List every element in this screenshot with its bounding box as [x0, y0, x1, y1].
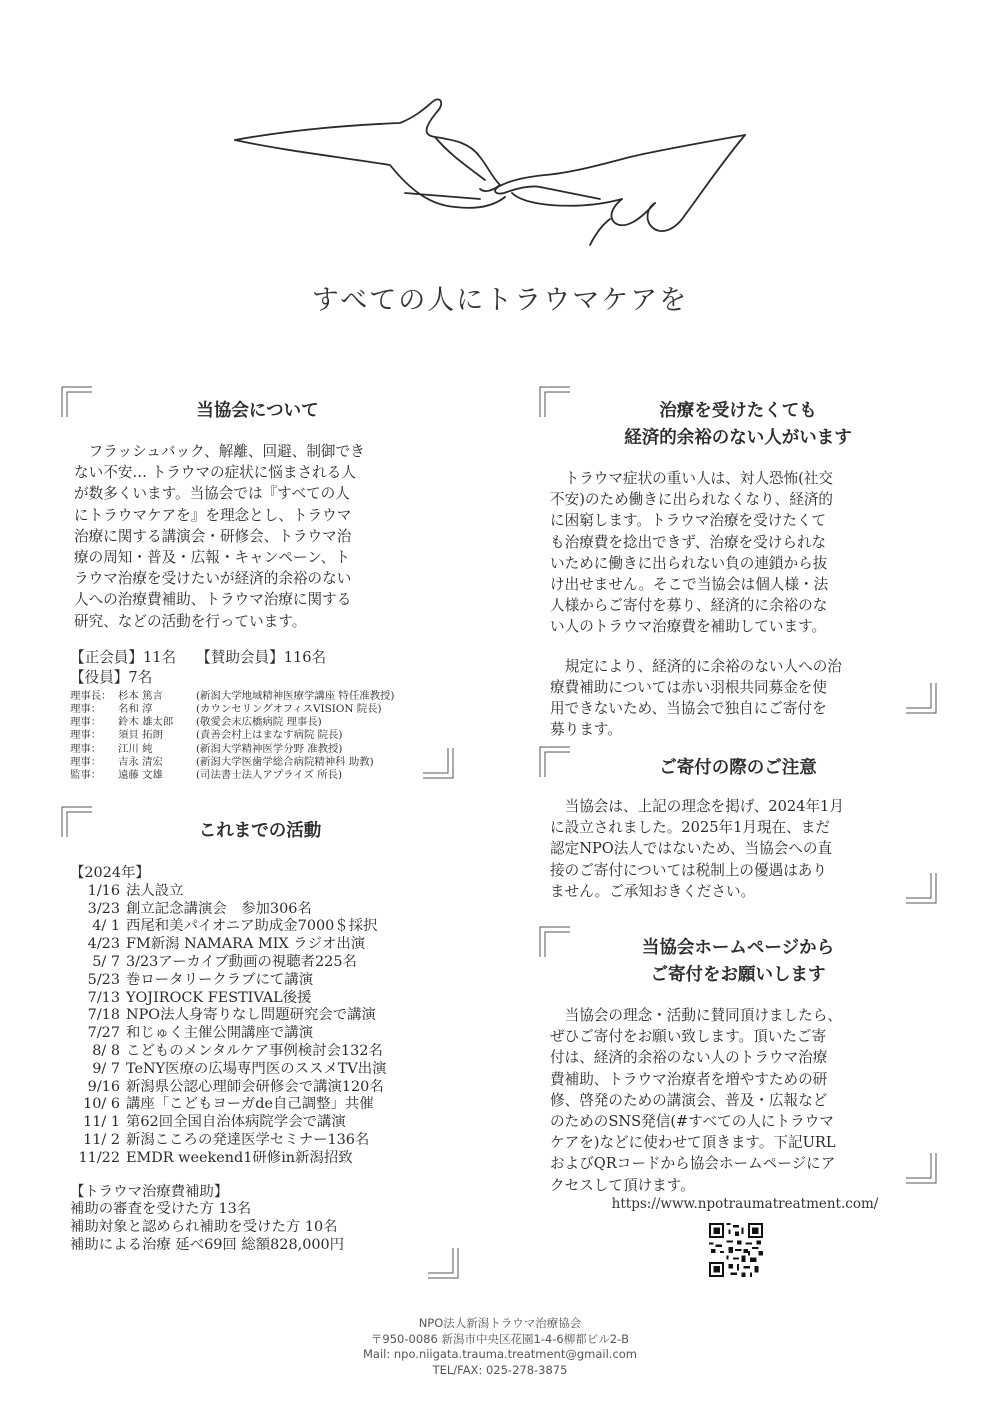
officer-name: 須貝 拓朗 — [118, 729, 163, 742]
need-line: 人様からご寄付を募り、経済的に余裕のな — [550, 597, 828, 615]
activity-text: 講座「こどもヨーガde自己調整」共催 — [126, 1096, 374, 1113]
officers-label: 【役員】7名 — [70, 668, 153, 686]
need-line: 療費補助については赤い羽根共同募金を使 — [550, 678, 827, 696]
officer-name: 吉永 清宏 — [118, 755, 163, 768]
officer-org: (新潟大学精神医学分野 准教授) — [196, 742, 343, 755]
notice-line: 接のご寄付については税制上の優遇はあり — [550, 861, 827, 879]
donate-line: 付は、経済的余裕のない人のトラウマ治療 — [550, 1049, 828, 1067]
list-item — [70, 954, 450, 972]
need-line: 募ります。 — [550, 721, 622, 739]
donate-title-line: ご寄付をお願いします — [650, 965, 826, 985]
need-line: け出せません。そこで当協会は個人様・法 — [550, 576, 829, 594]
footer — [0, 1316, 1000, 1378]
activity-text: 巻ロータリークラブにて講演 — [126, 971, 314, 988]
about-line: ない不安… トラウマの症状に悩まされる人 — [74, 464, 356, 482]
about-line: 療の周知・普及・広報・キャンペーン、ト — [74, 549, 350, 567]
list-item — [70, 918, 450, 936]
need-title-line: 治療を受けたくても — [659, 401, 817, 421]
officer-role: 理事： — [70, 716, 102, 729]
activity-date: 10/ 6 — [83, 1096, 120, 1113]
notice-line: ません。ご承知おきください。 — [550, 882, 756, 900]
about-section — [60, 385, 455, 780]
about-line: 人への治療費補助、トラウマ治療に関する — [74, 591, 352, 609]
donate-line: のためのSNS発信(#すべての人にトラウマ — [550, 1113, 834, 1131]
activity-date: 7/13 — [87, 989, 120, 1006]
need-title — [550, 398, 926, 452]
activity-text: 西尾和美パイオニア助成金7000＄採択 — [126, 918, 378, 935]
subsidy-line: 補助の審査を受けた方 13名 — [70, 1201, 252, 1218]
officer-org: (司法書士法人アプライズ 所長) — [196, 769, 343, 782]
donate-line: ケアを)などに使わせて頂きます。下記URL — [550, 1134, 836, 1152]
list-item — [70, 1079, 450, 1097]
tagline: すべての人にトラウマケアを — [311, 285, 689, 316]
activity-text: EMDR weekend1研修in新潟招致 — [126, 1149, 353, 1166]
officer-name: 江川 純 — [118, 742, 153, 755]
need-line: いために働きに出られない負の連鎖から抜 — [550, 554, 828, 572]
supporting-members: 【賛助会員】116名 — [196, 648, 327, 666]
reaching-hands-illustration — [230, 95, 750, 255]
subsidy-label: 【トラウマ治療費補助】 — [70, 1183, 229, 1200]
list-item — [70, 1096, 450, 1114]
need-title-line: 経済的余裕のない人がいます — [624, 428, 852, 448]
about-title: 当協会について — [196, 401, 319, 421]
need-section — [538, 385, 938, 739]
subsidy-line: 補助による治療 延べ69回 総額828,000円 — [70, 1236, 345, 1253]
about-line: 研究、などの活動を行っています。 — [74, 612, 307, 630]
about-line: ラウマ治療を受けたいが経済的余裕のない — [74, 570, 352, 588]
officer-row — [70, 743, 445, 756]
activity-date: 11/ 2 — [83, 1131, 120, 1148]
officer-row — [70, 690, 445, 703]
notice-line: 認定NPO法人ではないため、当協会への直 — [550, 840, 833, 858]
activity-date: 9/ 7 — [92, 1060, 120, 1077]
activity-date: 5/23 — [87, 971, 120, 988]
subsidy-line: 補助対象と認められ補助を受けた方 10名 — [70, 1219, 338, 1236]
need-line: も治療費を捻出できず、治療を受けられな — [550, 533, 827, 551]
donate-line: ぜひご寄付をお願い致します。頂いたご寄 — [550, 1028, 827, 1046]
list-item — [70, 1114, 450, 1132]
officer-name: 名和 淳 — [118, 703, 153, 716]
officer-role: 理事： — [70, 729, 102, 742]
activity-date: 9/16 — [87, 1078, 120, 1095]
officer-role: 理事： — [70, 703, 102, 716]
donate-line: 費補助、トラウマ治療者を増やすための研 — [550, 1070, 828, 1088]
activity-text: YOJIROCK FESTIVAL後援 — [126, 989, 312, 1006]
activity-date: 4/23 — [87, 936, 120, 953]
officer-org: (責善会村上はまなす病院 院長) — [196, 729, 343, 742]
activity-date: 3/23 — [87, 900, 120, 917]
list-item — [70, 1043, 450, 1061]
activity-text: 和じゅく主催公開講座で講演 — [126, 1025, 314, 1042]
officer-org: (新潟大学医歯学総合病院精神科 助教) — [196, 755, 374, 768]
year-label: 【2024年】 — [70, 865, 150, 881]
activity-list — [70, 883, 450, 1168]
officer-role: 理事： — [70, 755, 102, 768]
officer-role: 監事： — [70, 769, 102, 782]
donate-line: およびQRコードから協会ホームページにア — [550, 1155, 836, 1173]
activity-date: 11/ 1 — [83, 1114, 120, 1131]
activity-text: 3/23アーカイブ動画の視聴者225名 — [126, 953, 357, 970]
officer-org: (新潟大学地域精神医療学講座 特任准教授) — [196, 689, 395, 702]
activity-date: 4/ 1 — [92, 918, 120, 935]
list-item — [70, 1132, 450, 1150]
footer-tel: TEL/FAX: 025-278-3875 — [432, 1362, 568, 1377]
list-item — [70, 990, 450, 1008]
notice-title: ご寄付の際のご注意 — [659, 758, 817, 778]
footer-mail[interactable]: Mail: npo.niigata.trauma.treatment@gmail.com — [362, 1347, 638, 1361]
need-line: い人のトラウマ治療費を補助しています。 — [550, 618, 827, 636]
list-item — [70, 936, 450, 954]
activity-text: 新潟県公認心理師会研修会で講演120名 — [126, 1078, 384, 1095]
homepage-link[interactable]: https://www.npotraumatreatment.com/ — [611, 1196, 879, 1212]
donate-line: 修、啓発のための講演会、普及・広報など — [550, 1091, 828, 1109]
about-line: にトラウマケアを』を理念とし、トラウマ — [74, 506, 352, 524]
officer-org: (カウンセリングオフィスVISION 院長) — [196, 703, 382, 716]
notice-section — [538, 745, 938, 905]
officers-list — [70, 690, 445, 782]
officer-role: 理事： — [70, 742, 102, 755]
officer-name: 鈴木 雄太郎 — [118, 716, 174, 729]
officer-name: 遠藤 文雄 — [118, 769, 163, 782]
activity-text: 創立記念講演会 参加306名 — [126, 900, 312, 917]
need-line: 不安)のため働きに出られなくなり、経済的 — [550, 491, 833, 509]
footer-org: NPO法人新潟トラウマ治療協会 — [418, 1316, 582, 1330]
about-line: 治療に関する講演会・研修会、トラウマ治 — [74, 527, 352, 545]
officer-row — [70, 716, 445, 729]
officer-row — [70, 756, 445, 769]
about-line: が数多くいます。当協会では『すべての人 — [74, 485, 350, 503]
officer-role: 理事長： — [70, 689, 112, 702]
activity-text: 第62回全国自治体病院学会で講演 — [126, 1114, 346, 1131]
qr-code-icon[interactable] — [709, 1223, 763, 1277]
activity-text: FM新潟 NAMARA MIX ラジオ出演 — [126, 936, 366, 953]
activity-date: 5/ 7 — [92, 953, 120, 970]
list-item — [70, 901, 450, 919]
activity-date: 7/18 — [87, 1007, 120, 1024]
activities-title: これまでの活動 — [198, 821, 322, 841]
activity-text: こどものメンタルケア事例検討会132名 — [126, 1042, 383, 1059]
donate-title — [550, 935, 926, 989]
footer-address: 〒950-0086 新潟市中央区花園1-4-6柳都ビル2-B — [370, 1331, 630, 1346]
list-item — [70, 883, 450, 901]
list-item — [70, 1025, 450, 1043]
need-line: トラウマ症状の重い人は、対人恐怖(社交 — [564, 470, 833, 487]
donate-section — [538, 925, 938, 1194]
officer-org: (敬愛会末広橋病院 理事長) — [196, 716, 322, 729]
activity-text: 法人設立 — [126, 882, 184, 899]
activity-text: NPO法人身寄りなし問題研究会で講演 — [126, 1007, 376, 1024]
officer-row — [70, 769, 445, 782]
activity-text: 新潟こころの発達医学セミナー136名 — [126, 1131, 370, 1148]
list-item — [70, 1007, 450, 1025]
donate-line: 当協会の理念・活動に賛同頂けましたら、 — [564, 1007, 842, 1024]
activities-section — [60, 805, 460, 1280]
officer-row — [70, 703, 445, 716]
activity-date: 1/16 — [87, 882, 120, 899]
activity-date: 8/ 8 — [92, 1042, 120, 1059]
donate-line: クセスして頂けます。 — [550, 1176, 695, 1194]
activity-date: 7/27 — [87, 1025, 120, 1042]
activity-text: TeNY医療の広場専門医のススメTV出演 — [126, 1060, 387, 1077]
need-line: 規定により、経済的に余裕のない人への治 — [564, 657, 842, 675]
member-counts — [70, 648, 445, 668]
need-line: に困窮します。トラウマ治療を受けたくて — [550, 512, 827, 530]
officer-name: 杉本 篤言 — [118, 689, 163, 702]
activity-date: 11/22 — [78, 1149, 120, 1166]
list-item — [70, 1061, 450, 1079]
need-line: 用できないため、当協会で独自にご寄付を — [550, 700, 827, 718]
officer-row — [70, 729, 445, 742]
regular-members: 【正会員】11名 — [70, 648, 177, 666]
about-line: フラッシュバック、解離、回避、制御でき — [88, 443, 365, 460]
list-item — [70, 972, 450, 990]
notice-line: に設立されました。2025年1月現在、まだ — [550, 819, 830, 837]
donate-title-line: 当協会ホームページから — [641, 938, 835, 958]
list-item — [70, 1150, 450, 1168]
notice-line: 当協会は、上記の理念を掲げ、2024年1月 — [564, 798, 844, 815]
